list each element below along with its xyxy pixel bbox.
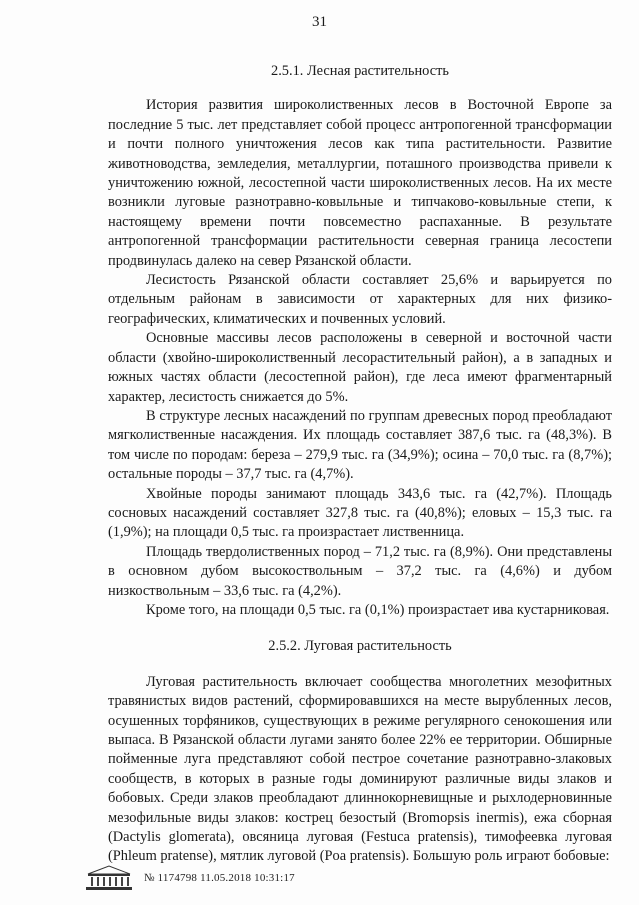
section-heading-forest: 2.5.1. Лесная растительность (271, 63, 449, 79)
section-heading-meadow: 2.5.2. Луговая растительность (268, 638, 452, 655)
paragraph: Площадь твердолиственных пород – 71,2 тыс. га (8,9%). Они представлены в основном дубом высокоствольным – 37,2 тыс. га (4,6%) и дубом низкоствольным – 33,6 тыс. га (4,2%). (108, 543, 612, 599)
paragraph: Основные массивы лесов расположены в северной и восточной части области (хвойно-широколиственный лесорастительный район), а в западных и южных частях области (лесостепной район), где леса имеют фрагментарный характер, лесистость снижается до 5%. (108, 330, 612, 405)
paragraph: Лесистость Рязанской области составляет 25,6% и варьируется по отдельным районам в зависимости от характерных для них физико-географических, климатических и почвенных условий. (108, 272, 612, 327)
paragraph: Хвойные породы занимают площадь 343,6 тыс. га (42,7%). Площадь сосновых насаждений составляет 327,8 тыс. га (40,8%); еловых – 15,3 тыс. га (1,9%); на площади 0,5 тыс. га произрастает лиственница. (108, 485, 612, 541)
building-logo-icon (84, 864, 134, 892)
paragraph: Кроме того, на площади 0,5 тыс. га (0,1%) произрастает ива кустарниковая. (146, 601, 610, 618)
document-body (108, 62, 612, 867)
paragraph: В структуре лесных насаждений по группам древесных пород преобладают мягколиственные насаждения. Их площадь составляет 387,6 тыс. га (48,3%). В том числе по породам: береза – 279,9 тыс. га (34,9%); осина – 70,0 тыс. га (8,7%); остальные породы – 37,7 тыс. га (4,7%). (108, 407, 612, 483)
paragraph: Луговая растительность включает сообщества многолетних мезофитных травянистых видов растений, сформировавшихся на месте вырубленных лесов, осушенных торфяников, существующих в режиме регулярного сенокошения или выпаса. В Рязанской области лугами занято более 22% ее территории. Обширные пойменные луга представляют собой пестрое сочетание разнотравно-злаковых сообществ, в которых в разные годы доминируют различные виды злаков и бобовых. Среди злаков преобладают длиннокорневищные и рыхлодерновинные мезофильные виды злаков: кострец безостый (Bromopsis inermis), ежа сборная (Dactylis glomerata), овсяница луговая (Festuca pratensis), тимофеевка луговая (Phleum pratense), мятлик луговой (Poa pratensis). Большую роль играют бобовые: (108, 673, 612, 865)
document-footer (84, 862, 295, 894)
paragraph: История развития широколиственных лесов в Восточной Европе за последние 5 тыс. лет представляет собой процесс антропогенной трансформации и почти полного уничтожения лесов как типа растительности. Развитие животноводства, земледелия, металлургии, поташного производства привели к уничтожению южной, лесостепной части широколиственных лесов. На их месте возникли луговые разнотравно-ковыльные и типчаково-ковыльные степи, к настоящему времени почти повсеместно распаханные. В результате антропогенной трансформации растительности северная граница лесостепи продвинулась далеко на север Рязанской области. (108, 97, 612, 269)
registration-stamp: № 1174798 11.05.2018 10:31:17 (144, 872, 295, 884)
page-number: 31 (312, 14, 327, 30)
